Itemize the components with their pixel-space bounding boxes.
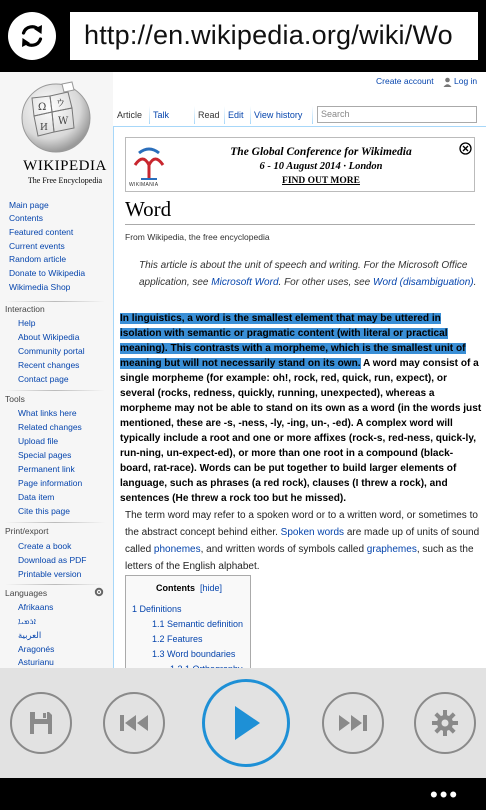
tab-edit[interactable]: Edit	[228, 110, 244, 120]
sidebar-link-related-changes[interactable]: Related changes	[18, 422, 82, 432]
play-button[interactable]	[202, 679, 290, 767]
sidebar-heading-interaction: Interaction	[5, 304, 45, 314]
save-icon	[27, 709, 55, 737]
sidebar-link-contact[interactable]: Contact page	[18, 374, 69, 384]
hatnote	[139, 257, 479, 291]
hatnote-link-disambiguation[interactable]: Word (disambiguation)	[373, 277, 474, 288]
sidebar-divider	[5, 584, 105, 585]
sidebar-heading-languages: Languages	[5, 588, 48, 598]
svg-text:W: W	[58, 116, 69, 127]
more-options-button[interactable]: •••	[430, 782, 460, 807]
search-placeholder: Search	[321, 109, 350, 119]
sidebar-link-contents[interactable]: Contents	[9, 213, 44, 223]
wikimania-logo-icon	[129, 143, 169, 183]
sidebar-lang-afrikaans[interactable]: Afrikaans	[18, 602, 54, 612]
lead-text: A word may consist of a single morpheme (for example: oh!, rock, red, quick, run, expect), or several (rocks, redness, quickly, running, unexpected), whereas a morpheme may not be able to stand on its own as a word (in the words just mentioned, these are -s, -ness, -ly, -ing, un-, -ed). A complex word will typically include a root and one or more affixes (rock-s, red-ness, quick-ly, run-ning, un-expect-ed), or more than one root in a compound (black-board, rat-race). Words can be put together to build larger elements of language, such as phrases (a red rock), clauses (I threw a rock), and sentences (He threw a rock too but he missed).	[120, 358, 482, 504]
wiki-sidebar	[0, 72, 113, 668]
close-icon[interactable]	[459, 142, 472, 155]
sidebar-heading-print: Print/export	[5, 526, 49, 536]
wikimania-logo-text: WIKIMANIA	[129, 182, 159, 188]
sidebar-link-data-item[interactable]: Data item	[18, 492, 55, 502]
previous-button[interactable]	[103, 692, 165, 754]
wikipedia-logo[interactable]	[10, 78, 107, 190]
lead-paragraph[interactable]	[120, 311, 482, 506]
toc-item[interactable]: 1.3 Word boundaries	[152, 649, 236, 659]
next-icon	[337, 713, 369, 733]
sidebar-link-about[interactable]: About Wikipedia	[18, 332, 80, 342]
tab-divider	[250, 106, 251, 124]
toc-item[interactable]: 1.1 Semantic definition	[152, 619, 244, 629]
next-button[interactable]	[322, 692, 384, 754]
title-divider	[125, 224, 475, 225]
link-phonemes[interactable]: phonemes	[153, 544, 201, 555]
paragraph-text: , and written words of symbols called	[200, 544, 367, 555]
paragraph-text: The term word may refer to a spoken word or to a written word, or sometimes to the abstract concept behind either.	[125, 510, 478, 538]
paragraph-text: are made up of units of sound called	[125, 527, 480, 555]
tab-talk[interactable]: Talk	[153, 110, 170, 120]
browser-toolbar	[0, 0, 486, 72]
sidebar-link-download-pdf[interactable]: Download as PDF	[18, 555, 87, 565]
sidebar-heading-tools: Tools	[5, 394, 25, 404]
toc-title	[126, 583, 252, 593]
page-title: Word	[125, 197, 172, 221]
banner-dates: 6 - 10 August 2014 · London	[259, 161, 383, 172]
sidebar-lang-aragonese[interactable]: Aragonés	[18, 644, 55, 654]
toc-hide-link[interactable]: [hide]	[199, 583, 223, 593]
tab-read[interactable]: Read	[198, 110, 220, 120]
gear-icon[interactable]	[94, 587, 104, 597]
sidebar-link-shop[interactable]: Wikimedia Shop	[9, 282, 71, 292]
sidebar-link-permanent[interactable]: Permanent link	[18, 464, 75, 474]
svg-text:ウ: ウ	[56, 99, 66, 109]
webview[interactable]	[0, 72, 486, 668]
sidebar-link-help[interactable]: Help	[18, 318, 36, 328]
tab-divider	[194, 106, 195, 124]
puzzle-globe-icon	[10, 78, 102, 156]
hatnote-text: This article is about the unit of speech and writing. For the Microsoft Office application, see	[139, 260, 468, 288]
wikimania-banner[interactable]	[125, 137, 475, 192]
tab-divider	[149, 106, 150, 124]
sidebar-lang-asturian[interactable]: Asturianu	[18, 657, 54, 667]
app-bar	[0, 778, 486, 810]
sidebar-link-special-pages[interactable]: Special pages	[18, 450, 72, 460]
hatnote-text: .	[473, 277, 477, 288]
player-controls	[0, 668, 486, 778]
link-spoken-words[interactable]: Spoken words	[280, 527, 345, 538]
logo-wordmark: WIKIPEDIA	[23, 158, 107, 174]
banner-title: The Global Conference for Wikimedia	[230, 146, 412, 158]
sidebar-link-current-events[interactable]: Current events	[9, 241, 65, 251]
svg-text:Ω: Ω	[38, 102, 47, 113]
create-account-link[interactable]: Create account	[376, 76, 434, 86]
toc-item[interactable]: 1.2 Features	[152, 634, 203, 644]
paragraph-text: , such as the letters of the English alphabet.	[125, 544, 474, 572]
settings-button[interactable]	[414, 692, 476, 754]
sidebar-link-cite[interactable]: Cite this page	[18, 506, 70, 516]
table-of-contents	[125, 575, 251, 675]
toc-heading: Contents	[155, 583, 195, 593]
play-icon	[229, 703, 263, 743]
tab-divider	[224, 106, 225, 124]
sidebar-divider	[5, 522, 105, 523]
url-text: http://en.wikipedia.org/wiki/Wo	[84, 20, 453, 50]
refresh-button[interactable]	[8, 12, 56, 60]
sidebar-link-upload[interactable]: Upload file	[18, 436, 59, 446]
save-button[interactable]	[10, 692, 72, 754]
toc-item[interactable]: 1 Definitions	[132, 604, 182, 614]
logo-tagline: The Free Encyclopedia	[27, 176, 103, 185]
sidebar-link-random[interactable]: Random article	[9, 254, 67, 264]
sidebar-link-page-info[interactable]: Page information	[18, 478, 83, 488]
sidebar-lang-aramaic[interactable]: ܐܪܡܝܐ	[18, 616, 37, 626]
sidebar-divider	[5, 390, 105, 391]
sidebar-link-recent-changes[interactable]: Recent changes	[18, 360, 80, 370]
tab-divider	[312, 106, 313, 124]
sidebar-link-featured[interactable]: Featured content	[9, 227, 74, 237]
sidebar-divider	[5, 301, 105, 302]
settings-icon	[431, 709, 459, 737]
sidebar-link-create-book[interactable]: Create a book	[18, 541, 72, 551]
hatnote-link-microsoft-word[interactable]: Microsoft Word	[211, 277, 279, 288]
site-sub: From Wikipedia, the free encyclopedia	[125, 232, 270, 242]
previous-icon	[118, 713, 150, 733]
sidebar-lang-arabic[interactable]: العربية	[18, 630, 42, 640]
banner-find-out-more-link[interactable]: FIND OUT MORE	[282, 176, 360, 186]
second-paragraph	[125, 507, 480, 575]
refresh-icon	[17, 21, 47, 51]
hatnote-text: . For other uses, see	[278, 277, 374, 288]
login-link[interactable]: Log in	[454, 76, 478, 86]
article-content	[113, 126, 486, 668]
address-bar[interactable]	[70, 12, 478, 60]
tab-article[interactable]: Article	[117, 110, 143, 120]
highlighted-text: In linguistics, a word is the smallest element that may be uttered in isolation with semantic or pragmatic content (with literal or practical meaning). This contrasts with a morpheme, which is the smallest unit of meaning but will not necessarily stand on its own.	[120, 313, 466, 369]
sidebar-link-printable[interactable]: Printable version	[18, 569, 82, 579]
sidebar-link-community[interactable]: Community portal	[18, 346, 85, 356]
link-graphemes[interactable]: graphemes	[366, 544, 417, 555]
wiki-search-input[interactable]	[317, 106, 477, 123]
user-icon	[443, 77, 452, 87]
sidebar-link-what-links-here[interactable]: What links here	[18, 408, 77, 418]
sidebar-link-donate[interactable]: Donate to Wikipedia	[9, 268, 86, 278]
sidebar-link-main-page[interactable]: Main page	[9, 200, 49, 210]
svg-text:И: И	[40, 123, 48, 133]
tab-view-history[interactable]: View history	[254, 110, 303, 120]
